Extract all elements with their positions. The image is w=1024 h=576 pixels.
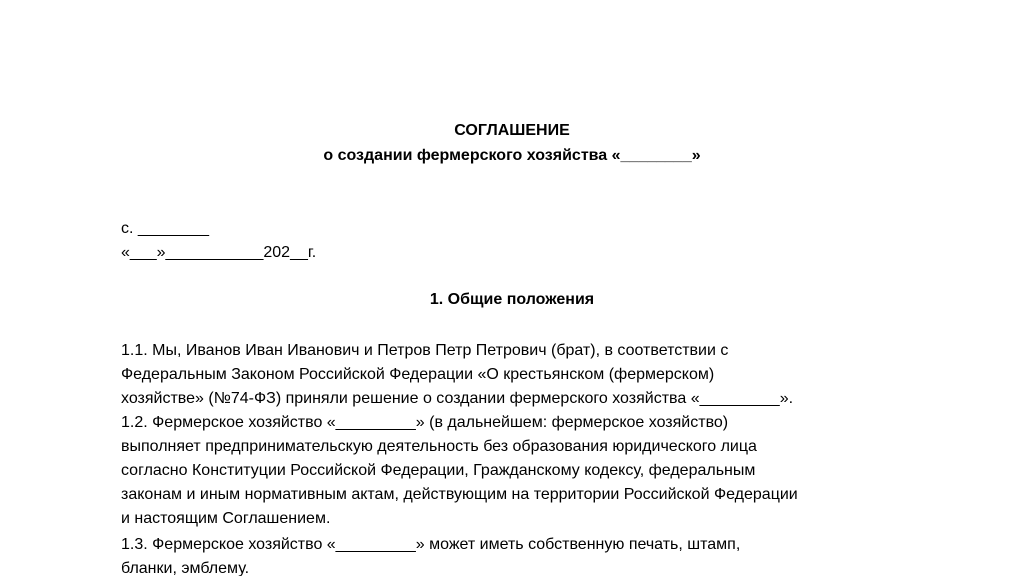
body-line: бланки, эмблему. <box>121 560 250 576</box>
place-line: с. ________ <box>121 220 210 237</box>
body-line: Федеральным Законом Российской Федерации «О крестьянском (фермерском) <box>121 366 715 383</box>
date-line: «___»___________202__г. <box>121 244 317 261</box>
body-line: и настоящим Соглашением. <box>121 510 331 527</box>
body-line: согласно Конституции Российской Федерации, Гражданскому кодексу, федеральным <box>121 462 756 479</box>
body-line: хозяйстве» (№74-ФЗ) приняли решение о создании фермерского хозяйства «_________». <box>121 390 794 407</box>
body-line: 1.3. Фермерское хозяйство «_________» может иметь собственную печать, штамп, <box>121 536 741 553</box>
section-heading: 1. Общие положения <box>429 291 595 308</box>
body-line: выполняет предпринимательскую деятельность без образования юридического лица <box>121 438 757 455</box>
document-subtitle: о создании фермерского хозяйства «________» <box>323 147 701 164</box>
document-title: СОГЛАШЕНИЕ <box>454 122 570 139</box>
body-line: законам и иным нормативным актам, действующим на территории Российской Федерации <box>121 486 798 503</box>
body-line: 1.1. Мы, Иванов Иван Иванович и Петров Петр Петрович (брат), в соответствии с <box>121 342 729 359</box>
body-line: 1.2. Фермерское хозяйство «_________» (в дальнейшем: фермерское хозяйство) <box>121 414 729 431</box>
